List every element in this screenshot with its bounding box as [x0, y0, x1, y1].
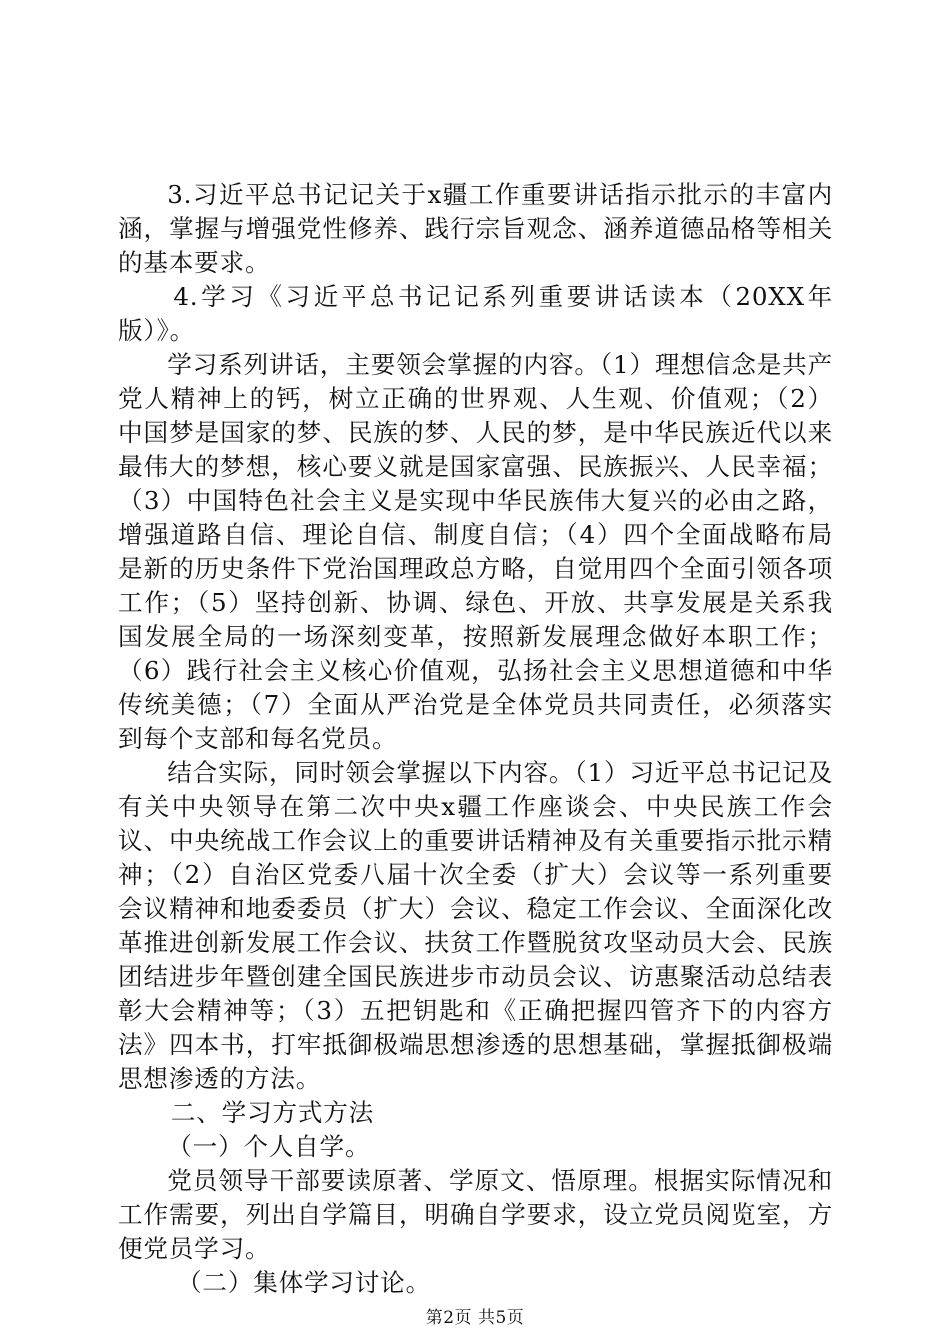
paragraph-combine-practice: 结合实际，同时领会掌握以下内容。（1）习近平总书记记及有关中央领导在第二次中央x疆工作座谈会、中央民族工作会议、中央统战工作会议上的重要讲话精神及有关重要指示批示精神；（2）自治区党委八届十次全委（扩大）会议等一系列重要会议精神和地委委员（扩大）会议、稳定工作会议、全面深化改革推进创新发展工作会议、扶贫工作暨脱贫攻坚动员大会、民族团结进步年暨创建全国民族进步市动员会议、访惠聚活动总结表彰大会精神等；（3）五把钥匙和《正确把握四管齐下的内容方法》四本书，打牢抵御极端思想渗透的思想基础，掌握抵御极端思想渗透的方法。: [118, 758, 833, 1093]
paragraph-item-3: 3.习近平总书记记关于x疆工作重要讲话指示批示的丰富内涵，掌握与增强党性修养、践行宗旨观念、涵养道德品格等相关的基本要求。: [118, 180, 833, 277]
paragraph-item-4: 4.学习《习近平总书记记系列重要讲话读本（20XX年版）》。: [118, 282, 833, 345]
paragraph-study-series-speeches: 学习系列讲话，主要领会掌握的内容。（1）理想信念是共产党人精神上的钙，树立正确的世界观、人生观、价值观；（2）中国梦是国家的梦、民族的梦、人民的梦，是中华民族近代以来最伟大的梦想，核心要义就是国家富强、民族振兴、人民幸福；（3）中国特色社会主义是实现中华民族伟大复兴的必由之路，增强道路自信、理论自信、制度自信；（4）四个全面战略布局是新的历史条件下党治国理政总方略，自觉用四个全面引领各项工作；（5）坚持创新、协调、绿色、开放、共享发展是关系我国发展全局的一场深刻变革，按照新发展理念做好本职工作；（6）践行社会主义核心价值观，弘扬社会主义思想道德和中华传统美德；（7）全面从严治党是全体党员共同责任，必须落实到每个支部和每名党员。: [118, 350, 833, 753]
document-body: [118, 178, 833, 1300]
subheading-self-study: （一）个人自学。: [167, 1132, 371, 1161]
section-heading-study-methods: 二、学习方式方法: [170, 1098, 375, 1127]
subheading-group-study: （二）集体学习讨论。: [177, 1268, 431, 1297]
paragraph-self-study: 党员领导干部要读原著、学原文、悟原理。根据实际情况和工作需要，列出自学篇目，明确自学要求，设立党员阅览室，方便党员学习。: [118, 1166, 833, 1263]
page-number-footer: 第2页 共5页: [425, 1308, 525, 1328]
